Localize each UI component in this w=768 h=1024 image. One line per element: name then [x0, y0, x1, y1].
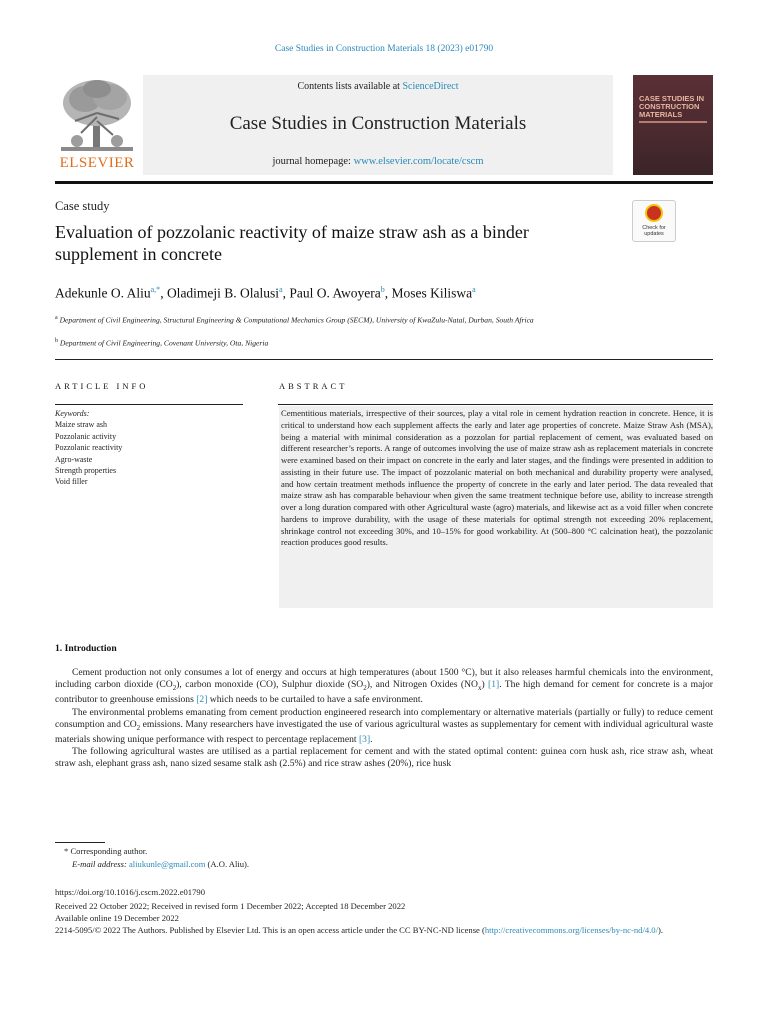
homepage-line — [143, 156, 613, 167]
affiliation-text: Department of Civil Engineering, Structural Engineering & Computational Mechanics Group (SECM), University of KwaZulu-Natal, Durban, South Africa — [59, 315, 534, 325]
homepage-prefix: journal homepage: — [272, 156, 354, 167]
paragraph: The environmental problems emanating from cement production engineered research into complementary or alternative materials (partially or fully) to reduce cement consumption and $CO_2$ emissions. Many researchers have investigated the use of various agricultural wastes as supplementary for cement with individual agricultural waste materials showing unique performance with respect to percentage replacement [3]. — [55, 706, 714, 745]
cover-title-line-1: CASE STUDIES IN — [639, 94, 705, 103]
keywords-label: Keywords: — [55, 409, 90, 418]
abstract-text: Cementitious materials, irrespective of their sources, play a vital role in cement hydration reaction in concrete. Hence, it is critical to understand how each supplement affects the early and later age properties of concrete. Maize Straw Ash (MSA), being a material with minimal consideration as a pozzolan for partial replacement of cement, was evaluated based on different researcher’s reports. A range of outcomes involving the use of maize straw ash as replacement materials in concrete were examined based on their impact on concrete in the early and later stages, and the findings were presented in addition to assisting in their future use. The impact of pozzolanic material on both mechanical and durability property were analysed, and how certain treatment methods influence the property of concrete in the early and later period. The data revealed that maize straw ash has comparable behaviour when given the same treatment technique before use, ability to increase strength over a long duration compared with other Agricultural waste (agro) materials, and likewise act as a void filler when concrete hardens to improve durability, with the usage of these materials for optimal strength not exceeding 20% replacement, shrinkage control not exceeding 30%, and 10–15% for good workability. At (500–800 °C calcination heat), the pozzolanic reaction produces good results. — [281, 408, 713, 548]
section-divider — [55, 359, 713, 360]
contents-line — [143, 81, 613, 92]
header-divider — [55, 181, 713, 184]
license-suffix: ). — [657, 925, 663, 935]
cover-title-line-3: MATERIALS — [639, 110, 683, 119]
available-online: Available online 19 December 2022 — [55, 913, 179, 923]
affiliation-mark: b — [55, 338, 58, 344]
abstract-box — [279, 406, 713, 608]
email-suffix: (A.O. Aliu). — [205, 859, 250, 869]
elsevier-logo[interactable] — [55, 75, 139, 175]
license-link[interactable]: http://creativecommons.org/licenses/by-nc-nd/4.0/ — [484, 925, 658, 935]
article-type: Case study — [55, 199, 110, 213]
introduction-body — [55, 667, 713, 770]
article-info-heading: ARTICLE INFO — [55, 381, 149, 391]
author-affiliation-mark[interactable]: a — [279, 285, 283, 294]
keyword-item: Void filler — [55, 477, 88, 487]
cover-divider — [639, 121, 707, 123]
cover-title-line-2: CONSTRUCTION — [639, 102, 700, 111]
email-link[interactable]: aliukunle@gmail.com — [128, 859, 206, 869]
author-name[interactable]: Moses Kiliswa — [391, 285, 473, 301]
author-name[interactable]: Adekunle O. Aliu — [55, 285, 151, 301]
keyword-item: Maize straw ash — [55, 420, 107, 430]
affiliation-a — [55, 313, 615, 326]
sciencedirect-link[interactable]: ScienceDirect — [402, 81, 459, 92]
corresponding-author-note: * Corresponding author. — [64, 846, 148, 856]
author-name[interactable]: Oladimeji B. Olalusi — [166, 285, 280, 301]
contents-prefix: Contents lists available at — [297, 81, 403, 92]
citation-link[interactable]: [3] — [358, 733, 371, 745]
journal-title[interactable]: Case Studies in Construction Materials — [229, 113, 527, 134]
doi-link[interactable]: https://doi.org/10.1016/j.cscm.2022.e01790 — [55, 887, 205, 897]
author-separator: , — [384, 285, 392, 301]
license-statement — [55, 925, 713, 937]
abstract-rule — [278, 404, 713, 405]
keyword-item: Agro-waste — [55, 454, 93, 464]
received-dates: Received 22 October 2022; Received in revised form 1 December 2022; Accepted 18 December 2022 — [55, 901, 406, 911]
affiliation-b — [55, 336, 615, 349]
author-separator: , — [160, 285, 167, 301]
citation-link[interactable]: [1] — [488, 679, 500, 691]
journal-info-band — [143, 75, 613, 175]
email-label: E-mail address: — [72, 859, 129, 869]
author-separator: , — [282, 285, 290, 301]
homepage-link[interactable]: www.elsevier.com/locate/cscm — [353, 156, 484, 167]
publisher-name: ELSEVIER — [59, 155, 135, 171]
check-updates-label: Check for updates — [642, 225, 666, 237]
author-affiliation-mark[interactable]: b — [380, 285, 385, 294]
author-list — [55, 285, 476, 302]
citation-link[interactable]: [2] — [196, 694, 208, 706]
keyword-item: Pozzolanic activity — [55, 431, 117, 441]
journal-reference-link[interactable]: Case Studies in Construction Materials 18 (2023) e01790 — [274, 44, 494, 54]
keyword-item: Pozzolanic reactivity — [55, 443, 123, 453]
affiliation-mark: a — [55, 315, 58, 321]
license-text: 2214-5095/© 2022 The Authors. Published by Elsevier Ltd. This is an open access article under the CC BY-NC-ND license ( — [55, 925, 485, 935]
affiliation-text: Department of Civil Engineering, Covenant University, Ota, Nigeria — [59, 338, 269, 348]
check-for-updates-button[interactable] — [632, 200, 676, 242]
author-affiliation-mark[interactable]: a,* — [150, 285, 161, 294]
paragraph: Cement production not only consumes a lot of energy and occurs at high temperatures (about 1500 °C), but it also releases harmful chemicals into the environment, including carbon dioxide $(CO_2)$, carbon monoxide (CO), Sulphur dioxide $(SO_2)$, and Nitrogen Oxides $(NO_x)$ [1]. The high demand for cement for concrete is a major contributor to greenhouse emissions [2] which needs to be curtailed to have a safe environment. — [55, 667, 713, 706]
abstract-heading: ABSTRACT — [279, 381, 348, 391]
paragraph: The following agricultural wastes are utilised as a partial replacement for cement and with the stated optimal content: guinea corn husk ash, rice straw ash, wheat straw ash, elephant grass ash, nano sized sesame stalk ash (2.5%) and rice straw ashes (20%), rice husk — [55, 746, 713, 770]
article-title: Evaluation of pozzolanic reactivity of maize straw ash as a binder supplement in concrete — [55, 222, 529, 264]
author-name[interactable]: Paul O. Awoyera — [289, 285, 381, 301]
check-updates-icon — [645, 204, 663, 222]
keywords-list — [55, 408, 122, 488]
keyword-item: Strength properties — [55, 466, 117, 476]
author-affiliation-mark[interactable]: a — [472, 285, 476, 294]
footnote-divider — [55, 842, 105, 843]
elsevier-tree-icon — [55, 77, 139, 155]
journal-header — [55, 75, 713, 178]
cover-title — [639, 95, 709, 119]
introduction-heading: 1. Introduction — [55, 643, 117, 654]
journal-cover-image[interactable] — [633, 75, 713, 175]
article-info-rule — [55, 404, 243, 405]
email-note — [72, 859, 249, 869]
